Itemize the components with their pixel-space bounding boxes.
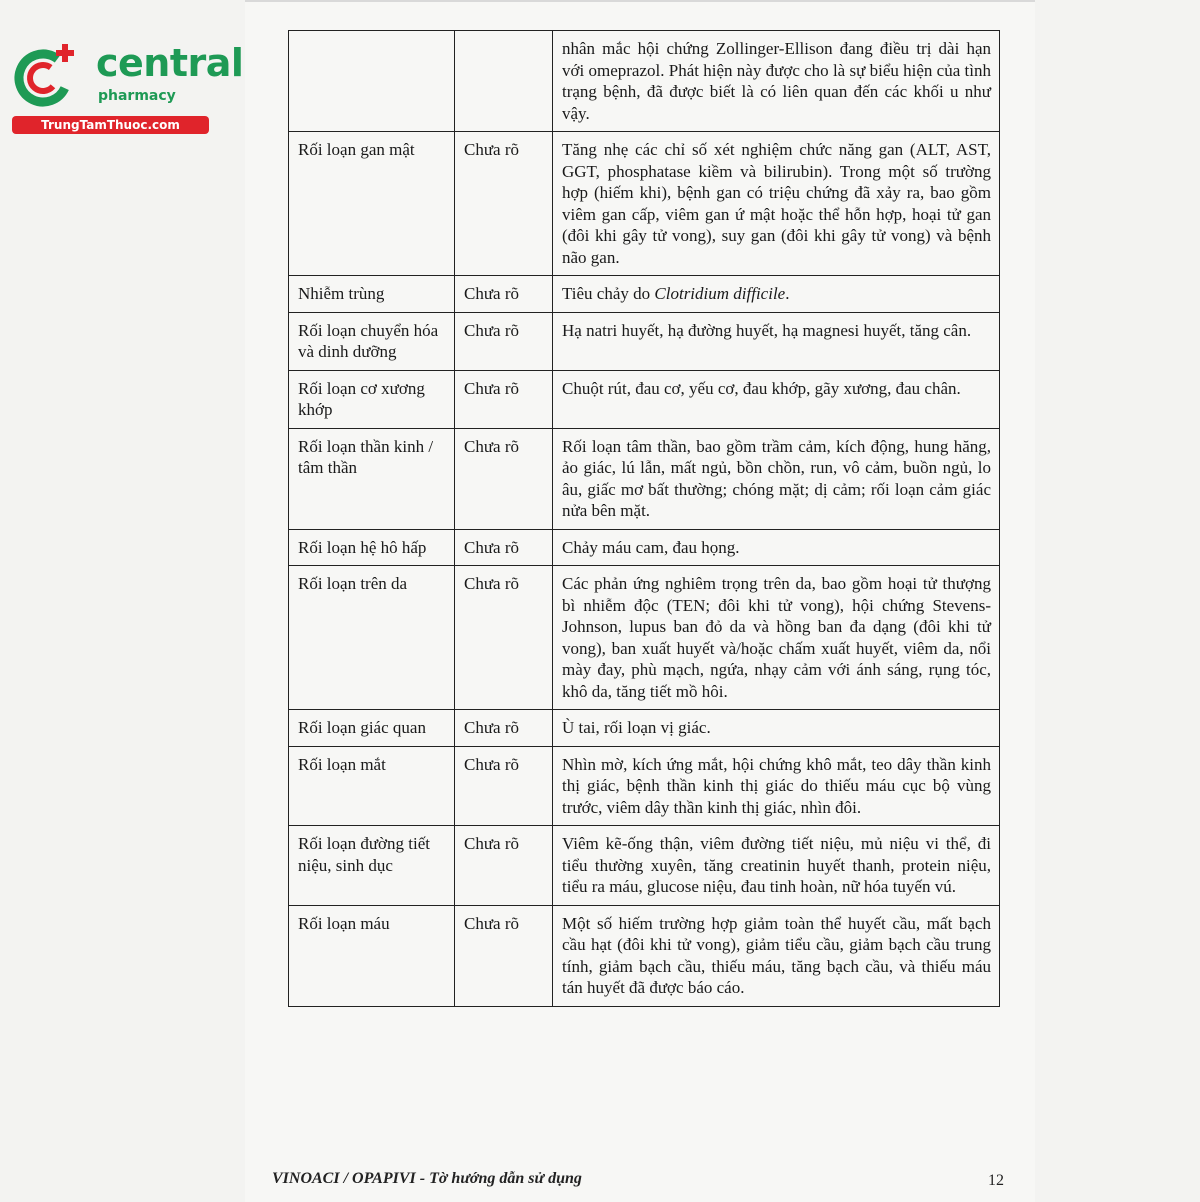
organ-system-cell: Rối loạn mắt <box>289 746 455 826</box>
table-row <box>289 31 1000 132</box>
table-row <box>289 710 1000 747</box>
footer-document-title: VINOACI / OPAPIVI - Tờ hướng dẫn sử dụng <box>272 1170 582 1187</box>
table-row <box>289 428 1000 529</box>
description-text: Tăng nhẹ các chỉ số xét nghiệm chức năng gan (ALT, AST, GGT, phosphatase kiềm và bilirubin). Trong một số trường hợp (hiếm khi), bệnh gan có triệu chứng đã xảy ra, bao gồm viêm gan cấp, viêm gan ứ mật hoặc thể hỗn hợp, hoại tử gan (đôi khi gây tử vong), suy gan (đôi khi gây tử vong) và bệnh não gan. <box>562 140 991 267</box>
adverse-effects-table-body <box>289 31 1000 1007</box>
frequency-cell: Chưa rõ <box>455 566 553 710</box>
footer-page-number: 12 <box>988 1172 1004 1189</box>
description-cell <box>553 905 1000 1006</box>
frequency-cell <box>455 31 553 132</box>
description-trailing-text: . <box>785 284 790 303</box>
description-cell <box>553 312 1000 370</box>
frequency-cell: Chưa rõ <box>455 132 553 276</box>
pharmacy-logo-icon <box>10 40 80 110</box>
description-text: Tiêu chảy do <box>562 284 651 303</box>
description-italic-text: Clotridium difficile <box>654 284 786 303</box>
frequency-cell: Chưa rõ <box>455 746 553 826</box>
organ-system-cell: Nhiễm trùng <box>289 276 455 313</box>
description-cell <box>553 710 1000 747</box>
description-cell <box>553 529 1000 566</box>
frequency-cell: Chưa rõ <box>455 905 553 1006</box>
description-text: Hạ natri huyết, hạ đường huyết, hạ magnesi huyết, tăng cân. <box>562 320 972 340</box>
description-text: Ù tai, rối loạn vị giác. <box>562 718 711 737</box>
table-row <box>289 276 1000 313</box>
frequency-cell: Chưa rõ <box>455 370 553 428</box>
organ-system-cell: Rối loạn hệ hô hấp <box>289 529 455 566</box>
description-text: Viêm kẽ-ống thận, viêm đường tiết niệu, mủ niệu vi thể, đi tiểu thường xuyên, tăng creatinin huyết thanh, protein niệu, tiểu ra máu, glucose niệu, đau tinh hoàn, nữ hóa tuyến vú. <box>562 834 991 896</box>
description-cell <box>553 428 1000 529</box>
description-cell <box>553 276 1000 313</box>
table-row <box>289 370 1000 428</box>
description-text: Các phản ứng nghiêm trọng trên da, bao gồm hoại tử thượng bì nhiễm độc (TEN; đôi khi tử vong), hội chứng Stevens-Johnson, lupus ban đỏ da và hồng ban đa dạng (đôi khi tử vong), ban xuất huyết và/hoặc chấm xuất huyết, viêm da, nổi mày đay, phù mạch, ngứa, nhạy cảm với ánh sáng, rụng tóc, khô da, tăng tiết mồ hôi. <box>562 574 991 701</box>
organ-system-cell: Rối loạn máu <box>289 905 455 1006</box>
frequency-cell: Chưa rõ <box>455 826 553 906</box>
central-pharmacy-logo[interactable] <box>10 36 244 136</box>
organ-system-cell <box>289 31 455 132</box>
table-row <box>289 826 1000 906</box>
table-row <box>289 746 1000 826</box>
description-text: Rối loạn tâm thần, bao gồm trầm cảm, kích động, hung hăng, ảo giác, lú lẫn, mất ngủ, bồn chồn, run, vô cảm, buồn ngủ, lo âu, giấc mơ bất thường; chóng mặt; dị cảm; rối loạn cảm giác nửa bên mặt. <box>562 436 991 520</box>
organ-system-cell: Rối loạn trên da <box>289 566 455 710</box>
table-row <box>289 529 1000 566</box>
description-cell <box>553 826 1000 906</box>
organ-system-cell: Rối loạn thần kinh / tâm thần <box>289 428 455 529</box>
organ-system-cell: Rối loạn đường tiết niệu, sinh dục <box>289 826 455 906</box>
frequency-cell: Chưa rõ <box>455 710 553 747</box>
frequency-cell: Chưa rõ <box>455 312 553 370</box>
organ-system-cell: Rối loạn gan mật <box>289 132 455 276</box>
description-text: Nhìn mờ, kích ứng mắt, hội chứng khô mắt, teo dây thần kinh thị giác, bệnh thần kinh thị giác do thiếu máu cục bộ vùng trước, viêm dây thần kinh thị giác, nhìn đôi. <box>562 754 991 817</box>
description-text: nhân mắc hội chứng Zollinger-Ellison đang điều trị dài hạn với omeprazol. Phát hiện này được cho là sự biểu hiện của tình trạng bệnh, đã được biết là có liên quan đến các khối u như vậy. <box>562 39 991 123</box>
description-cell <box>553 746 1000 826</box>
organ-system-cell: Rối loạn giác quan <box>289 710 455 747</box>
organ-system-cell: Rối loạn chuyển hóa và dinh dưỡng <box>289 312 455 370</box>
frequency-cell: Chưa rõ <box>455 529 553 566</box>
logo-subtitle: pharmacy <box>98 88 176 104</box>
description-text: Chảy máu cam, đau họng. <box>562 537 740 557</box>
organ-system-cell: Rối loạn cơ xương khớp <box>289 370 455 428</box>
adverse-effects-table <box>288 30 1000 1007</box>
description-cell <box>553 31 1000 132</box>
table-row <box>289 132 1000 276</box>
description-text: Một số hiếm trường hợp giảm toàn thể huyết cầu, mất bạch cầu hạt (đôi khi tử vong), giảm tiểu cầu, giảm bạch cầu trung tính, giảm bạch cầu, thiếu máu, tăng bạch cầu, và thiếu máu tán huyết đã được báo cáo. <box>562 913 991 997</box>
table-row <box>289 312 1000 370</box>
frequency-cell: Chưa rõ <box>455 276 553 313</box>
table-row <box>289 905 1000 1006</box>
logo-wordmark: central <box>96 41 244 85</box>
frequency-cell: Chưa rõ <box>455 428 553 529</box>
description-cell <box>553 132 1000 276</box>
table-row <box>289 566 1000 710</box>
description-cell <box>553 566 1000 710</box>
description-cell <box>553 370 1000 428</box>
description-text: Chuột rút, đau cơ, yếu cơ, đau khớp, gãy xương, đau chân. <box>562 378 961 398</box>
logo-url-banner[interactable]: TrungTamThuoc.com <box>12 116 209 134</box>
